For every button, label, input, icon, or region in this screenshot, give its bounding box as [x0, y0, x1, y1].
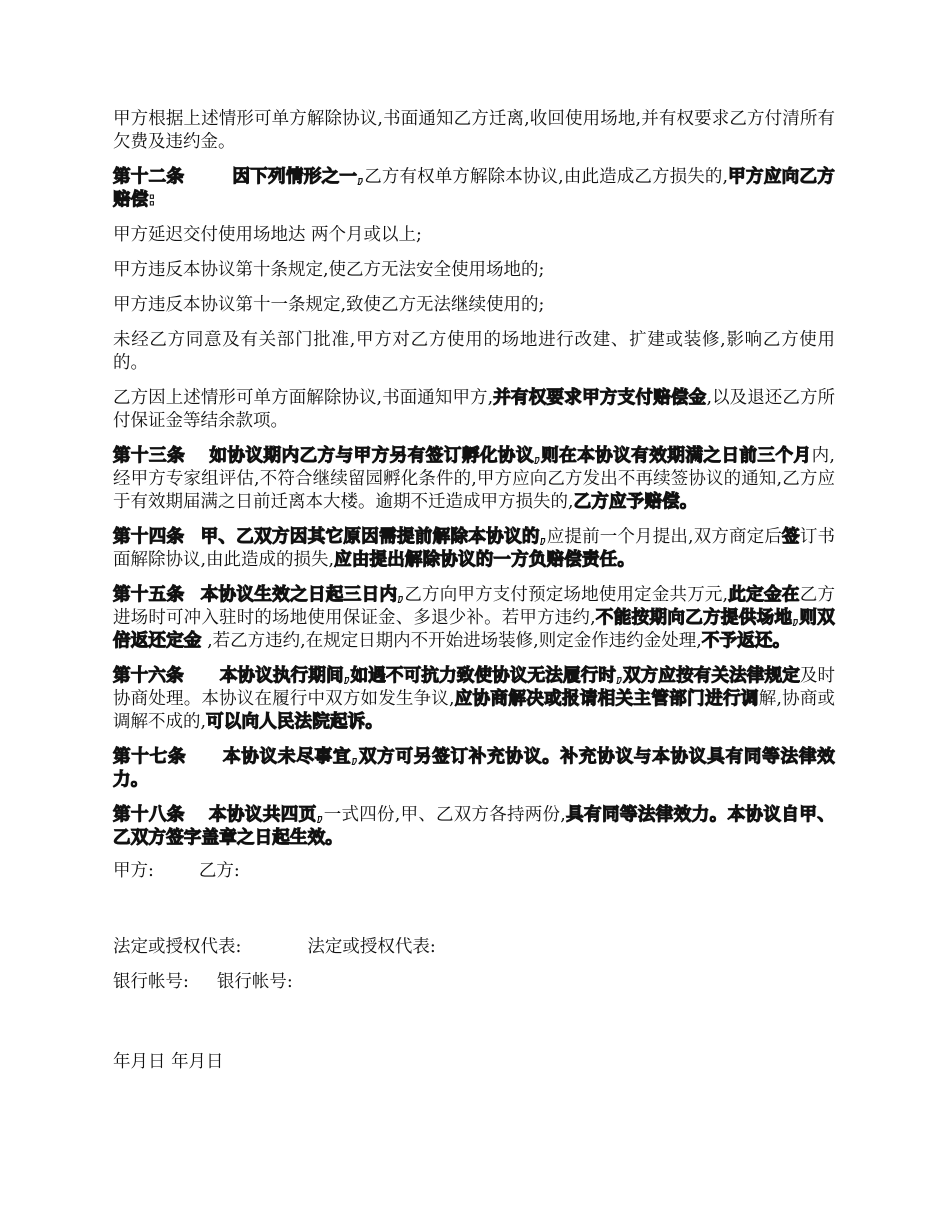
- signature-representatives: [113, 936, 835, 959]
- rep-b-label: 法定或授权代表:: [307, 937, 436, 957]
- article-15: 第十五条 本协议生效之日起三日内,乙方向甲方支付预定场地使用定金共万元,此定金在乙方进场时可冲入驻时的场地使用保证金、多退少补。若甲方违约,不能按期向乙方提供场地,则双倍返还定金 ,若乙方违约,在规定日期内不开始进场装修,则定金作违约金处理,不予返还。: [113, 585, 836, 651]
- article-15-title: 第十五条: [113, 585, 185, 605]
- article-13: 第十三条 如协议期内乙方与甲方另有签订孵化协议,则在本协议有效期满之日前三个月内,经甲方专家组评估,不符合继续留园孵化条件的,甲方应向乙方发出不再续签协议的通知,乙方应于有效期届满之日前迁离本大楼。逾期不迁造成甲方损失的,乙方应予赔偿。: [113, 446, 835, 512]
- date-line: 年月日 年月日: [113, 1052, 224, 1072]
- signature-parties: [113, 860, 835, 883]
- article-14-title: 第十四条: [113, 527, 185, 547]
- article-17-title: 第十七条: [113, 747, 187, 767]
- paragraph-termination-notice: 甲方根据上述情形可单方解除协议,书面通知乙方迁离,收回使用场地,并有权要求乙方付清所有欠费及违约金。: [113, 109, 835, 152]
- signature-bank-accounts: [113, 971, 835, 994]
- article-18-title: 第十八条: [113, 805, 185, 825]
- article-18: 第十八条 本协议共四页,一式四份,甲、乙双方各持两份,具有同等法律效力。本协议自甲、乙双方签字盖章之日起生效。: [113, 805, 836, 848]
- list-item: 甲方违反本协议第十一条规定,致使乙方无法继续使用的;: [113, 295, 545, 315]
- document-body: [113, 108, 835, 1086]
- bank-a-label: 银行帐号:: [113, 972, 189, 992]
- paragraph-party-b-termination: 乙方因上述情形可单方面解除协议,书面通知甲方,并有权要求甲方支付赔偿金,以及退还乙方所付保证金等结余款项。: [113, 388, 836, 431]
- signature-dates: [113, 1051, 835, 1074]
- list-item: 甲方违反本协议第十条规定,使乙方无法安全使用场地的;: [113, 260, 545, 280]
- party-b-label: 乙方:: [198, 861, 240, 881]
- list-item: 甲方延迟交付使用场地达 两个月或以上;: [113, 225, 422, 245]
- party-a-label: 甲方:: [113, 861, 154, 881]
- article-12: 第十二条 因下列情形之一,乙方有权单方解除本协议,由此造成乙方损失的,甲方应向乙方赔偿:: [113, 167, 835, 210]
- article-17: 第十七条 本协议未尽事宜,双方可另签订补充协议。补充协议与本协议具有同等法律效力。: [113, 747, 835, 790]
- bank-b-label: 银行帐号:: [216, 972, 293, 992]
- article-16-title: 第十六条: [113, 666, 184, 686]
- rep-a-label: 法定或授权代表:: [113, 937, 242, 957]
- list-item: 未经乙方同意及有关部门批准,甲方对乙方使用的场地进行改建、扩建或装修,影响乙方使用的。: [113, 330, 835, 373]
- article-13-title: 第十三条: [113, 446, 186, 466]
- article-14: 第十四条 甲、乙双方因其它原因需提前解除本协议的,应提前一个月提出,双方商定后签订书面解除协议,由此造成的损失,应由提出解除协议的一方负赔偿责任。: [113, 527, 835, 570]
- article-12-title: 第十二条: [113, 167, 185, 187]
- article-16: 第十六条 本协议执行期间,如遇不可抗力致使协议无法履行时,双方应按有关法律规定及时协商处理。本协议在履行中双方如发生争议,应协商解决或报请相关主管部门进行调解,协商或调解不成的,可以向人民法院起诉。: [113, 666, 836, 732]
